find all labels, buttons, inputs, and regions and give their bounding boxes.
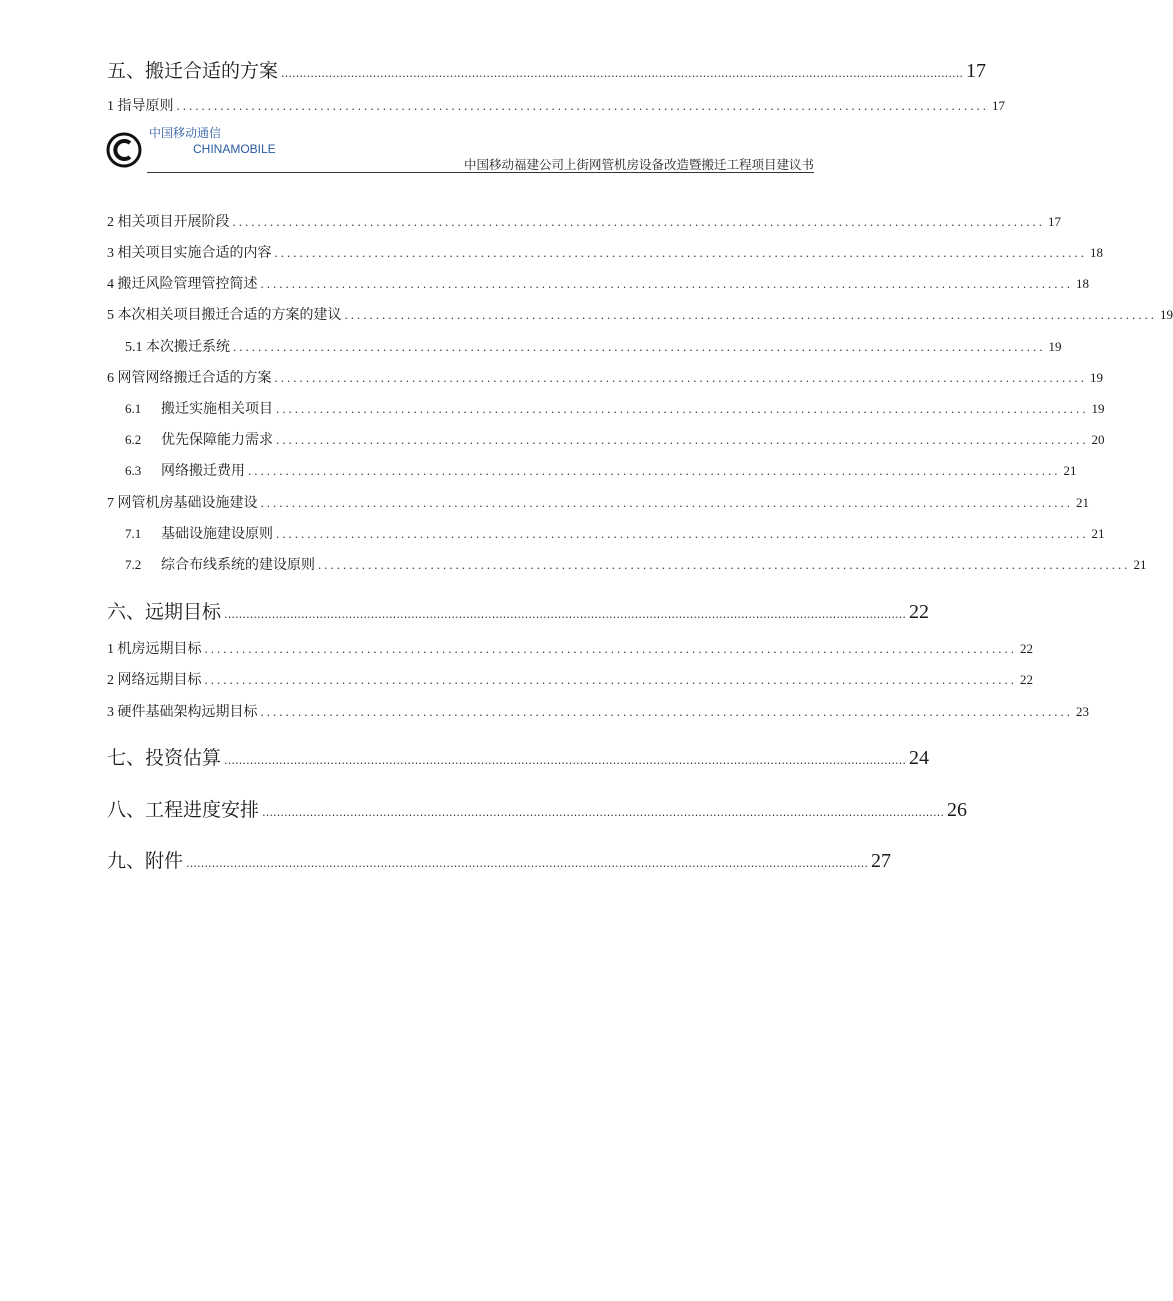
logo-english-text: CHINAMOBILE: [193, 142, 276, 156]
toc-entry-page: 18: [1076, 276, 1089, 291]
toc-entry-page: 20: [1091, 432, 1105, 447]
toc-entry-page: 22: [1020, 641, 1033, 656]
toc-entry-page: 19: [1090, 370, 1103, 385]
toc-entry-subsection[interactable]: [107, 336, 1062, 356]
toc-leader: ..................................................................................................................................: [233, 339, 1046, 354]
toc-leader: ..................................................................................................................................: [276, 401, 1089, 416]
toc-leader: ……………………………………………………………………………………………………………………………………………………………………: [262, 806, 945, 819]
toc-leader: ……………………………………………………………………………………………………………………………………………………………………: [224, 608, 907, 621]
toc-entry-page: 26: [947, 799, 968, 821]
toc-entry-section[interactable]: [107, 242, 1103, 262]
toc-entry-label: 2 网络远期目标: [107, 673, 202, 688]
toc-entry-section[interactable]: [107, 492, 1089, 512]
toc-entry-page: 21: [1063, 463, 1077, 478]
toc-leader: ..................................................................................................................................: [248, 463, 1061, 478]
toc-entry-label: 优先保障能力需求: [161, 433, 273, 448]
toc-entry-label: 七、投资估算: [107, 747, 222, 769]
toc-leader: ..................................................................................................................................: [318, 557, 1131, 572]
toc-entry-number: 7.2: [125, 557, 142, 572]
toc-entry-subsection[interactable]: [107, 460, 1077, 480]
toc-leader: ..................................................................................................................................: [276, 526, 1089, 541]
toc-entry-label: 基础设施建设原则: [161, 527, 273, 542]
toc-leader: ……………………………………………………………………………………………………………………………………………………………………: [186, 857, 869, 870]
toc-leader: ..................................................................................................................................: [204, 641, 1017, 656]
toc-leader: ..................................................................................................................................: [274, 245, 1087, 260]
header-divider: [147, 172, 814, 173]
toc-entry-label: 7 网管机房基础设施建设: [107, 496, 258, 511]
toc-entry-section[interactable]: [107, 367, 1103, 387]
toc-entry-page: 17: [992, 98, 1005, 113]
toc-leader: ……………………………………………………………………………………………………………………………………………………………………: [224, 754, 907, 767]
toc-leader: ..................................................................................................................................: [232, 214, 1045, 229]
toc-leader: ..................................................................................................................................: [176, 98, 989, 113]
toc-entry-label: 搬迁实施相关项目: [161, 402, 273, 417]
toc-entry-label: 5.1 本次搬迁系统: [125, 340, 230, 355]
toc-entry-page: 19: [1160, 307, 1173, 322]
toc-entry-chapter[interactable]: [107, 56, 987, 83]
toc-entry-chapter[interactable]: [107, 846, 892, 873]
toc-entry-subsection[interactable]: [107, 429, 1105, 449]
toc-entry-page: 21: [1091, 526, 1105, 541]
toc-entry-label: 综合布线系统的建设原则: [161, 558, 315, 573]
toc-entry-chapter[interactable]: [107, 597, 930, 624]
toc-entry-label: 六、远期目标: [107, 601, 222, 623]
toc-leader: ..................................................................................................................................: [260, 276, 1073, 291]
toc-entry-label: 6 网管网络搬迁合适的方案: [107, 371, 272, 386]
china-mobile-logo-icon: [106, 132, 142, 168]
toc-entry-section[interactable]: [107, 701, 1089, 721]
toc-leader: ..................................................................................................................................: [204, 672, 1017, 687]
toc-entry-label: 八、工程进度安排: [107, 799, 260, 821]
toc-entry-section[interactable]: [107, 669, 1033, 689]
toc-entry-section[interactable]: [107, 638, 1033, 658]
toc-leader: ..................................................................................................................................: [276, 432, 1089, 447]
toc-entry-label: 1 指导原则: [107, 99, 174, 114]
document-header-title: 中国移动福建公司上街网管机房设备改造暨搬迁工程项目建议书: [463, 157, 814, 172]
toc-leader: ..................................................................................................................................: [344, 307, 1157, 322]
toc-entry-number: 7.1: [125, 526, 142, 541]
toc-entry-page: 19: [1091, 401, 1105, 416]
toc-entry-page: 17: [966, 60, 987, 82]
toc-entry-label: 3 硬件基础架构远期目标: [107, 705, 258, 720]
toc-entry-page: 22: [909, 601, 930, 623]
toc-leader: ..................................................................................................................................: [260, 704, 1073, 719]
toc-leader: ……………………………………………………………………………………………………………………………………………………………………: [281, 67, 964, 80]
toc-entry-page: 17: [1048, 214, 1061, 229]
toc-entry-number: 6.3: [125, 463, 142, 478]
toc-entry-section[interactable]: [107, 273, 1089, 293]
toc-entry-chapter[interactable]: [107, 795, 968, 822]
toc-entry-subsection[interactable]: [107, 398, 1105, 418]
toc-entry-label: 3 相关项目实施合适的内容: [107, 246, 272, 261]
toc-entry-subsection[interactable]: [107, 554, 1147, 574]
toc-leader: ..................................................................................................................................: [274, 370, 1087, 385]
toc-entry-page: 21: [1133, 557, 1147, 572]
toc-leader: ..................................................................................................................................: [260, 495, 1073, 510]
toc-entry-subsection[interactable]: [107, 523, 1105, 543]
toc-entry-chapter[interactable]: [107, 743, 930, 770]
toc-entry-number: 6.1: [125, 401, 142, 416]
toc-entry-label: 5 本次相关项目搬迁合适的方案的建议: [107, 308, 342, 323]
toc-entry-section[interactable]: [107, 304, 1173, 324]
toc-entry-page: 22: [1020, 672, 1033, 687]
toc-entry-page: 18: [1090, 245, 1103, 260]
toc-entry-page: 23: [1076, 704, 1089, 719]
toc-entry-page: 24: [909, 747, 930, 769]
toc-entry-number: 6.2: [125, 432, 142, 447]
toc-entry-section[interactable]: [107, 95, 1005, 115]
toc-entry-label: 4 搬迁风险管理管控简述: [107, 277, 258, 292]
toc-entry-section[interactable]: [107, 211, 1061, 231]
toc-entry-page: 27: [871, 850, 892, 872]
toc-entry-label: 1 机房远期目标: [107, 642, 202, 657]
toc-entry-label: 网络搬迁费用: [161, 464, 245, 479]
toc-entry-page: 19: [1048, 339, 1062, 354]
toc-entry-page: 21: [1076, 495, 1089, 510]
logo-chinese-text: 中国移动通信: [149, 126, 222, 140]
toc-entry-label: 2 相关项目开展阶段: [107, 215, 230, 230]
toc-entry-label: 九、附件: [107, 850, 184, 872]
toc-entry-label: 五、搬迁合适的方案: [107, 60, 279, 82]
